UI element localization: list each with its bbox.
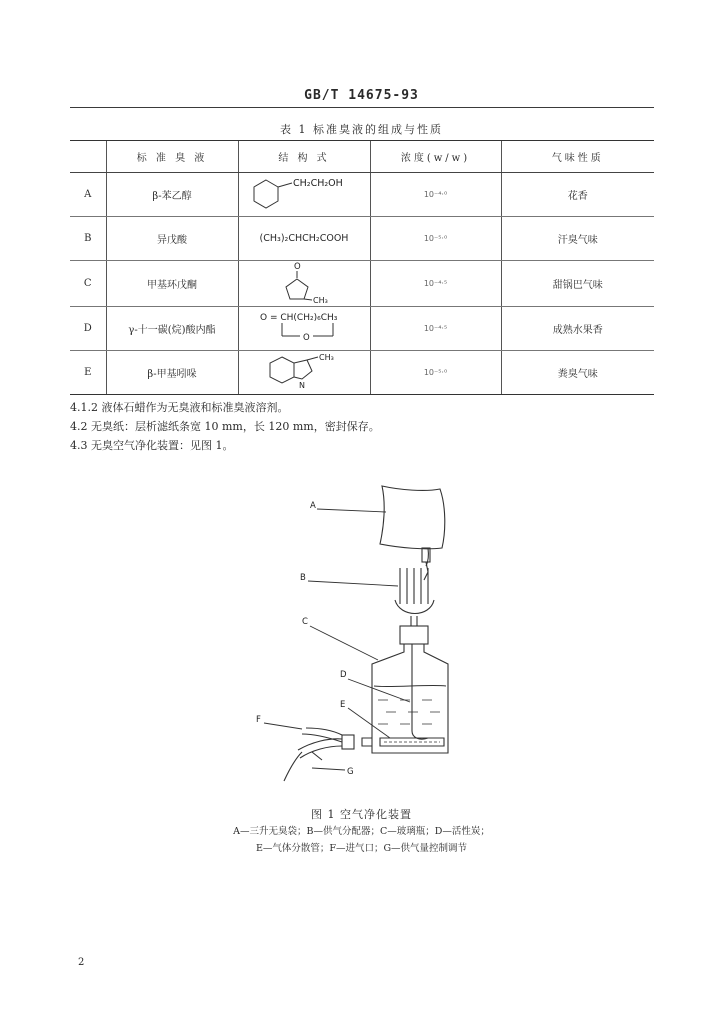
figure-legend: [0, 823, 723, 857]
inlet-tube-icon: [306, 728, 342, 735]
section-notes: [70, 398, 380, 455]
methylcyclopentanone-structure-icon: [244, 261, 364, 303]
row-odor: 汗臭气味: [501, 217, 654, 261]
figure-legend-line: E—气体分散管；F—进气口；G—供气量控制调节: [255, 843, 468, 854]
row-odor: 甜锅巴气味: [501, 261, 654, 307]
row-name: β-甲基吲哚: [106, 351, 238, 395]
table-header-row: [70, 141, 654, 173]
note-4-1-2: 4.1.2 液体石蜡作为无臭液和标准臭液溶剂。: [70, 401, 289, 414]
table-row: [70, 307, 654, 351]
row-name: γ-十一碳(烷)酸内酯: [106, 307, 238, 351]
atom-label: O: [303, 333, 310, 343]
row-odor: 粪臭气味: [501, 351, 654, 395]
header-cell-odor: 气味性质: [501, 141, 654, 173]
formula-text: O = CH(CH₂)₆CH₃: [260, 313, 338, 323]
row-odor: 成熟水果香: [501, 307, 654, 351]
table-row: [70, 173, 654, 217]
header-cell-concentration: 浓度(w/w): [370, 141, 501, 173]
note-4-2: 4.2 无臭纸：层析滤纸条宽 10 mm，长 120 mm，密封保存。: [70, 420, 380, 433]
rubber-stopper-icon: [400, 626, 428, 644]
page-header-standard-number: GB/T 14675-93: [304, 88, 419, 103]
row-odor: 花香: [501, 173, 654, 217]
air-purification-apparatus-figure: [250, 476, 470, 791]
skatole-structure-icon: [242, 351, 366, 391]
phenylethanol-structure-icon: [244, 174, 364, 212]
figure-label-f: F: [256, 715, 261, 725]
figure-label-b: B: [300, 573, 306, 583]
table-caption: 表 1 标准臭液的组成与性质: [280, 123, 443, 136]
connector-icon: [342, 735, 354, 749]
row-formula: [238, 351, 370, 395]
row-id: B: [70, 217, 106, 261]
row-name: 甲基环戊酮: [106, 261, 238, 307]
header-cell-formula: 结 构 式: [238, 141, 370, 173]
row-concentration: 10⁻⁵·⁰: [370, 217, 501, 261]
figure-label-c: C: [302, 617, 308, 627]
flow-control-clamp-icon: [284, 752, 302, 781]
note-4-3: 4.3 无臭空气净化装置：见图 1。: [70, 439, 234, 452]
atom-label: O: [294, 262, 301, 272]
odorless-bag-icon: [380, 486, 445, 549]
row-formula: (CH₃)₂CHCH₂COOH: [238, 217, 370, 261]
row-concentration: 10⁻⁵·⁰: [370, 351, 501, 395]
row-formula: [238, 307, 370, 351]
formula-text: CH₂CH₂OH: [293, 178, 343, 189]
page-number: 2: [78, 957, 85, 968]
row-name: β-苯乙醇: [106, 173, 238, 217]
figure-legend-line: A—三升无臭袋；B—供气分配器；C—玻璃瓶；D—活性炭；: [233, 826, 490, 837]
figure-caption: 图 1 空气净化装置: [311, 808, 412, 821]
header-cell-name: 标 准 臭 液: [106, 141, 238, 173]
glass-bottle-icon: [372, 644, 448, 753]
odor-standards-table: [70, 140, 654, 395]
figure-label-d: D: [340, 670, 347, 680]
row-id: C: [70, 261, 106, 307]
row-formula: [238, 261, 370, 307]
lactone-structure-icon: [242, 309, 366, 345]
row-concentration: 10⁻⁴·⁰: [370, 173, 501, 217]
row-id: A: [70, 173, 106, 217]
formula-text: CH₃: [313, 296, 328, 303]
header-rule: [70, 107, 654, 108]
table-row: [70, 351, 654, 395]
header-cell-index: [70, 141, 106, 173]
formula-text: CH₃: [319, 353, 334, 362]
figure-label-g: G: [347, 767, 354, 777]
table-row: [70, 261, 654, 307]
row-formula: [238, 173, 370, 217]
figure-label-e: E: [340, 700, 346, 710]
row-name: 异戊酸: [106, 217, 238, 261]
row-concentration: 10⁻⁴·⁵: [370, 261, 501, 307]
row-id: E: [70, 351, 106, 395]
atom-label: N: [299, 381, 305, 390]
table-row: [70, 217, 654, 261]
row-concentration: 10⁻⁴·⁵: [370, 307, 501, 351]
gas-distributor-icon: [395, 568, 434, 626]
row-id: D: [70, 307, 106, 351]
figure-label-a: A: [310, 501, 316, 511]
